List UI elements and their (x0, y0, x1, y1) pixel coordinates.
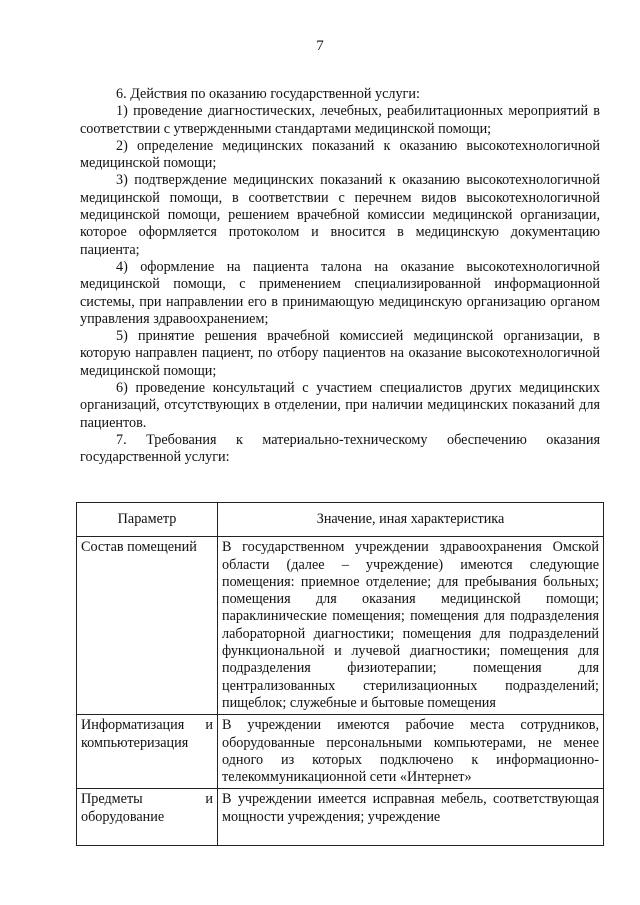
section-6-item: 2) определение медицинских показаний к оказанию высокотехнологичной медицинской помощи; (80, 137, 600, 172)
table-cell-value-text: В учреждении имеется исправная мебель, соответствующая мощности учреждения; учреждение (222, 791, 599, 825)
table-cell-parameter-text: Предметы и оборудование (81, 791, 213, 825)
section-7-title: 7. Требования к материально-техническому обеспечению оказания государственной услуги: (80, 431, 600, 466)
section-6-item: 5) принятие решения врачебной комиссией медицинской организации, в которую направлен пациент, по отбору пациентов на оказание высокотехнологичной медицинской помощи; (80, 328, 600, 379)
table-cell-parameter: Информатизация и компьютеризация (77, 715, 218, 789)
section-6-item: 4) оформление на пациента талона на оказание высокотехнологичной медицинской помощи, с применением специализированной информационной системы, при направлении его в принимающую медицинскую организацию органом управления здравоохранением; (80, 258, 600, 327)
table-cell-parameter: Состав помещений (77, 537, 218, 715)
table-row (77, 789, 604, 846)
table-cell-value: В государственном учреждении здравоохранения Омской области (далее – учреждение) имеются следующие помещения: приемное отделение; для пребывания больных; помещения для оказания медицинской помощи; параклинические помещения; помещения для подразделения лабораторной диагностики; помещения для подразделений функциональной и лучевой диагностики; помещения для подразделения физиотерапии; помещения для централизованных стерилизационных подразделений; пищеблок; служебные и бытовые помещения (218, 537, 604, 715)
table-cell-value (218, 789, 604, 846)
table-header-parameter: Параметр (77, 503, 218, 537)
section-6-item: 3) подтверждение медицинских показаний к оказанию высокотехнологичной медицинской помощи, в соответствии с перечнем видов высокотехнологичной медицинской помощи, решением врачебной комиссии медицинской организации, которое оформляется протоколом и вносится в медицинскую документацию пациента; (80, 172, 600, 258)
section-6-title: 6. Действия по оказанию государственной услуги: (116, 86, 420, 102)
requirements-table (76, 502, 604, 846)
section-6-item: 1) проведение диагностических, лечебных, реабилитационных мероприятий в соответствии с утвержденными стандартами медицинской помощи; (80, 103, 600, 137)
table-header-row (77, 503, 604, 537)
table-cell-parameter (77, 789, 218, 846)
table-header-value: Значение, иная характеристика (218, 503, 604, 537)
document-body (80, 86, 600, 467)
page-number: 7 (316, 38, 324, 54)
table-row (77, 537, 604, 715)
section-6-item: 6) проведение консультаций с участием специалистов других медицинских организаций, отсутствующих в отделении, при наличии медицинских показаний для пациентов. (80, 380, 600, 431)
table-row (77, 715, 604, 789)
table-cell-value: В учреждении имеются рабочие места сотрудников, оборудованные персональными компьютерами, не менее одного из которых подключено к информационно-телекоммуникационной сети «Интернет» (218, 715, 604, 789)
